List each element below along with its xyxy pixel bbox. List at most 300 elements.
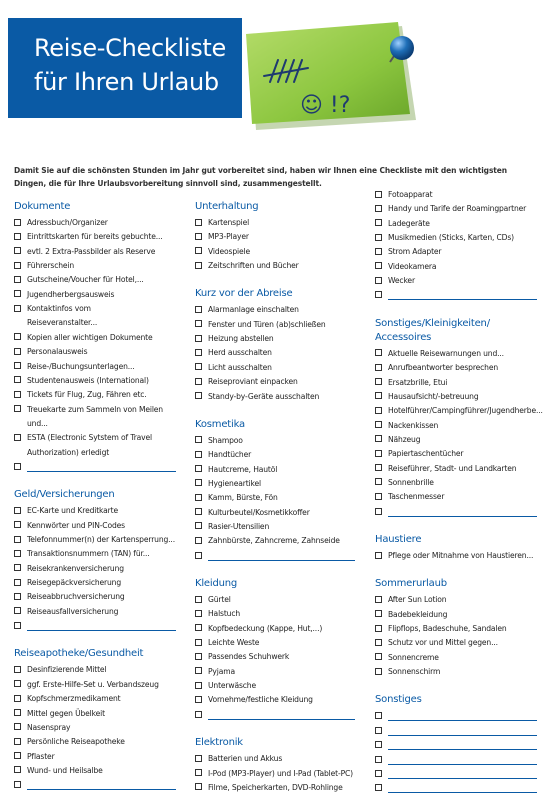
checklist-item[interactable] <box>14 605 118 619</box>
blank-checklist-line[interactable] <box>375 753 537 767</box>
checkbox[interactable] <box>14 607 21 614</box>
checklist-item[interactable] <box>14 562 124 576</box>
checkbox[interactable] <box>14 666 21 673</box>
checklist-item-label: Kopfschmerzmedikament <box>27 694 121 704</box>
write-in-line[interactable] <box>388 299 537 300</box>
write-in-line[interactable] <box>388 720 537 721</box>
checklist-item-label: Fotoapparat <box>388 190 433 199</box>
checklist-item[interactable] <box>375 202 526 216</box>
section-title-line-2: Accessoires <box>375 331 432 343</box>
checkbox[interactable] <box>14 247 21 254</box>
checkbox[interactable] <box>195 465 202 472</box>
checklist-item-label: Führerschein <box>27 261 75 271</box>
pin-icon <box>390 36 414 60</box>
checkbox[interactable] <box>14 738 21 745</box>
checkbox[interactable] <box>375 639 382 646</box>
checklist-item-label: Sonnenschirm <box>388 667 441 677</box>
checkbox[interactable] <box>195 219 202 226</box>
checkbox[interactable] <box>14 579 21 586</box>
checkbox[interactable] <box>375 191 382 198</box>
checklist-item-label: Reiseabbruchversicherung <box>27 592 125 602</box>
checklist-item-label: Badebekleidung <box>388 609 448 619</box>
checkbox[interactable] <box>195 363 202 370</box>
checkbox[interactable] <box>195 508 202 515</box>
checklist-item[interactable] <box>375 274 415 288</box>
checkbox[interactable] <box>375 291 382 298</box>
checkbox[interactable] <box>195 320 202 327</box>
checklist-item[interactable] <box>14 345 87 359</box>
checklist-item[interactable] <box>375 217 430 231</box>
checkbox[interactable] <box>375 234 382 241</box>
checkbox[interactable] <box>195 769 202 776</box>
checklist-item-label: Zahnbürste, Zahncreme, Zahnseide <box>208 536 340 546</box>
checklist-item-label: Nähzeug <box>388 434 421 444</box>
checklist-item[interactable] <box>14 519 125 533</box>
section-title: Sommerurlaub <box>375 578 447 590</box>
note-scribble: ☺ !? <box>300 93 351 118</box>
write-in-line[interactable] <box>388 749 537 750</box>
checklist-item[interactable] <box>14 533 175 547</box>
checklist-item-label: Adressbuch/Organizer <box>27 218 108 227</box>
checklist-item[interactable] <box>195 781 343 795</box>
checklist-item[interactable] <box>14 403 163 417</box>
checklist-item[interactable] <box>195 491 278 505</box>
checklist-item[interactable] <box>14 707 105 721</box>
checkbox[interactable] <box>375 262 382 269</box>
checklist-item-label: Kulturbeutel/Kosmetikkoffer <box>208 507 310 517</box>
checklist-item-label: Anrufbeantworter besprechen <box>388 363 499 373</box>
checklist-item[interactable] <box>195 593 231 607</box>
checkbox[interactable] <box>195 436 202 443</box>
blank-checklist-line[interactable] <box>375 288 537 302</box>
checkbox[interactable] <box>195 522 202 529</box>
checkbox[interactable] <box>195 392 202 399</box>
checklist-item[interactable] <box>375 665 440 679</box>
checkbox[interactable] <box>195 783 202 790</box>
checklist-item[interactable] <box>375 245 441 259</box>
checklist-item[interactable] <box>375 260 436 274</box>
checkbox[interactable] <box>14 507 21 514</box>
blank-checklist-line[interactable] <box>195 549 355 563</box>
checkbox[interactable] <box>14 262 21 269</box>
checkbox[interactable] <box>375 364 382 371</box>
checklist-item-label: Vornehme/festliche Kleidung <box>208 695 313 705</box>
checklist-item[interactable] <box>14 273 144 287</box>
blank-checklist-line[interactable] <box>375 738 537 752</box>
checklist-item[interactable] <box>14 388 147 402</box>
checklist-item-label: Reiseausfallversicherung <box>27 606 119 616</box>
checklist-item[interactable] <box>195 622 322 636</box>
checklist-item[interactable] <box>375 390 479 404</box>
checklist-item[interactable] <box>14 663 106 677</box>
blank-checklist-line[interactable] <box>375 781 537 795</box>
checkbox[interactable] <box>195 667 202 674</box>
checklist-item-label: Videokamera <box>388 261 437 271</box>
checkbox[interactable] <box>195 639 202 646</box>
checklist-item-label: Reise-/Buchungsunterlagen... <box>27 361 135 371</box>
checklist-item-continuation: Reiseveranstalter... <box>27 318 98 328</box>
write-in-line[interactable] <box>27 789 176 790</box>
checkbox[interactable] <box>375 277 382 284</box>
checklist-item-label: Halstuch <box>208 609 241 619</box>
checklist-item[interactable] <box>14 590 125 604</box>
checklist-item[interactable] <box>195 534 340 548</box>
checkbox[interactable] <box>375 205 382 212</box>
checklist-item-label: Gutscheine/Voucher für Hotel,... <box>27 275 144 285</box>
checklist-item-label: Sonnencreme <box>388 652 439 662</box>
checklist-item-label: Mittel gegen Übelkeit <box>27 708 105 718</box>
checklist-item-label: Papiertaschentücher <box>388 449 464 459</box>
checklist-item[interactable] <box>375 376 447 390</box>
checkbox[interactable] <box>14 752 21 759</box>
checklist-item[interactable] <box>195 679 256 693</box>
checklist-item-label: Desinfizierende Mittel <box>27 665 107 675</box>
checklist-item[interactable] <box>195 463 277 477</box>
title-banner <box>8 18 242 118</box>
checklist-item-label: Treuekarte zum Sammeln von Meilen <box>27 404 163 414</box>
checkbox[interactable] <box>195 494 202 501</box>
checklist-item[interactable] <box>195 245 250 259</box>
checklist-item-label: Schutz vor und Mittel gegen... <box>388 638 498 648</box>
checkbox[interactable] <box>14 521 21 528</box>
checkbox[interactable] <box>375 653 382 660</box>
checkbox[interactable] <box>375 407 382 414</box>
blank-checklist-line[interactable] <box>14 619 176 633</box>
checklist-item[interactable] <box>195 390 319 404</box>
checkbox[interactable] <box>375 741 382 748</box>
checklist-item-label: Videospiele <box>208 246 250 256</box>
checklist-item-label: Eintrittskarten für bereits gebuchte... <box>27 232 163 242</box>
checkbox[interactable] <box>14 233 21 240</box>
checklist-item-label: Handy und Tarife der Roamingpartner <box>388 204 527 214</box>
checkbox[interactable] <box>375 478 382 485</box>
checklist-item-label: evtl. 2 Extra-Passbilder als Reserve <box>27 246 156 256</box>
checklist-item-label: Ladegeräte <box>388 218 430 228</box>
checklist-item[interactable] <box>375 593 446 607</box>
checklist-item[interactable] <box>14 245 155 259</box>
write-in-line[interactable] <box>388 792 537 793</box>
checklist-item[interactable] <box>375 462 516 476</box>
write-in-line[interactable] <box>388 735 537 736</box>
checklist-item[interactable] <box>375 476 434 490</box>
checklist-item[interactable] <box>14 504 118 518</box>
checklist-item-label: Kamm, Bürste, Fön <box>208 493 278 503</box>
checklist-item-label: Handtücher <box>208 450 252 460</box>
checklist-item[interactable] <box>14 692 121 706</box>
checkbox[interactable] <box>195 335 202 342</box>
section-title: Geld/Versicherungen <box>14 489 115 501</box>
checklist-item-label: Passendes Schuhwerk <box>208 652 290 662</box>
checkbox[interactable] <box>195 624 202 631</box>
checkbox[interactable] <box>14 723 21 730</box>
checklist-item[interactable] <box>14 576 121 590</box>
checklist-item[interactable] <box>375 622 507 636</box>
checklist-item-label: Nasenspray <box>27 722 71 732</box>
checkbox[interactable] <box>195 537 202 544</box>
write-in-line[interactable] <box>27 471 176 472</box>
checklist-item-label: Wund- und Heilsalbe <box>27 765 103 775</box>
write-in-line[interactable] <box>388 516 537 517</box>
section-title: Dokumente <box>14 201 71 212</box>
checklist-item[interactable] <box>195 448 251 462</box>
checklist-item[interactable] <box>14 216 108 230</box>
checklist-item[interactable] <box>375 231 514 245</box>
checkbox[interactable] <box>195 755 202 762</box>
checkbox[interactable] <box>375 248 382 255</box>
checkbox[interactable] <box>375 610 382 617</box>
checklist-item[interactable] <box>375 347 504 361</box>
checkbox[interactable] <box>195 596 202 603</box>
checkbox[interactable] <box>14 622 21 629</box>
checklist-item[interactable] <box>14 360 135 374</box>
checklist-item[interactable] <box>375 636 498 650</box>
checkbox[interactable] <box>375 435 382 442</box>
checkbox[interactable] <box>14 463 21 470</box>
section-title: Elektronik <box>195 737 243 749</box>
checkbox[interactable] <box>375 668 382 675</box>
checkbox[interactable] <box>14 434 21 441</box>
blank-checklist-line[interactable] <box>14 778 176 792</box>
checklist-item[interactable] <box>14 374 149 388</box>
checkbox[interactable] <box>375 450 382 457</box>
checklist-item-label: After Sun Lotion <box>388 595 447 605</box>
checklist-item-label: Persönliche Reiseapotheke <box>27 737 125 747</box>
checkbox[interactable] <box>14 348 21 355</box>
checkbox[interactable] <box>14 290 21 297</box>
checklist-item-label: Herd ausschalten <box>208 348 272 358</box>
checklist-item-label: Reiseführer, Stadt- und Landkarten <box>388 463 517 473</box>
checkbox[interactable] <box>375 378 382 385</box>
checklist-item-label: I-Pod (MP3-Player) und I-Pad (Tablet-PC) <box>208 768 353 778</box>
checkbox[interactable] <box>375 727 382 734</box>
checklist-item[interactable] <box>14 678 159 692</box>
checklist-item[interactable] <box>195 693 313 707</box>
checkbox[interactable] <box>375 349 382 356</box>
checklist-item-label: Kontaktinfos vom <box>27 304 91 314</box>
checklist-item-label: Wecker <box>388 276 415 286</box>
checklist-item-label: Nackenkissen <box>388 420 439 430</box>
checkbox[interactable] <box>195 653 202 660</box>
checkbox[interactable] <box>14 593 21 600</box>
checkbox[interactable] <box>195 306 202 313</box>
checklist-item[interactable] <box>14 288 114 302</box>
checklist-item-label: Alarmanlage einschalten <box>208 305 299 315</box>
checkbox[interactable] <box>14 376 21 383</box>
checklist-item-label: Heizung abstellen <box>208 334 274 344</box>
sticky-note-graphic <box>232 22 422 132</box>
checkbox[interactable] <box>195 451 202 458</box>
title-line-1: Reise-Checkliste <box>34 34 227 62</box>
checkbox[interactable] <box>375 508 382 515</box>
checklist-item[interactable] <box>195 650 289 664</box>
checkbox[interactable] <box>195 233 202 240</box>
section-title: Kurz vor der Abreise <box>195 288 293 300</box>
checklist-item-label: Hygieneartikel <box>208 478 261 488</box>
checklist-item[interactable] <box>375 447 463 461</box>
checkbox[interactable] <box>195 378 202 385</box>
checklist-item-label: Fenster und Türen (ab)schließen <box>208 319 326 329</box>
checklist-item-label: Pflaster <box>27 751 55 761</box>
checklist-item[interactable] <box>195 346 272 360</box>
checklist-item-label: Hausaufsicht/-betreuung <box>388 391 479 401</box>
checklist-item-label: Kennwörter und PIN-Codes <box>27 520 125 530</box>
checklist-item[interactable] <box>195 361 272 375</box>
checkbox[interactable] <box>375 784 382 791</box>
intro-text: Damit Sie auf die schönsten Stunden im Jahr gut vorbereitet sind, haben wir Ihnen eine Checkliste mit den wichtigsten Dingen, die für Ihre Urlaubsvorbereitung sinnvoll sind, zusammengestellt. <box>14 166 508 188</box>
checkbox[interactable] <box>195 696 202 703</box>
checkbox[interactable] <box>14 766 21 773</box>
checkbox[interactable] <box>195 247 202 254</box>
checklist-item[interactable] <box>195 506 310 520</box>
write-in-line[interactable] <box>27 630 176 631</box>
section-title: Kleidung <box>195 578 238 589</box>
checklist-item-label: Personalausweis <box>27 347 88 357</box>
checkbox[interactable] <box>14 709 21 716</box>
checklist-item-label: Ersatzbrille, Etui <box>388 377 448 387</box>
checklist-item[interactable] <box>14 547 150 561</box>
checklist-item-label: Telefonnummer(n) der Kartensperrung... <box>27 535 175 544</box>
checklist-item-label: Leichte Weste <box>208 638 260 648</box>
checklist-item[interactable] <box>195 216 249 230</box>
checkbox[interactable] <box>195 552 202 559</box>
blank-checklist-line[interactable] <box>375 724 537 738</box>
checkbox[interactable] <box>195 610 202 617</box>
checkbox[interactable] <box>375 625 382 632</box>
checklist-item[interactable] <box>195 434 243 448</box>
checklist-item[interactable] <box>195 520 269 534</box>
checklist-item-label: ggf. Erste-Hilfe-Set u. Verbandszeug <box>27 679 159 689</box>
section-title: Unterhaltung <box>195 201 259 212</box>
checklist-item[interactable] <box>195 332 274 346</box>
checklist-item-label: Sonnenbrille <box>388 477 434 487</box>
write-in-line[interactable] <box>388 764 537 765</box>
write-in-line[interactable] <box>388 778 537 779</box>
checklist-item-label: Batterien und Akkus <box>208 754 283 764</box>
checkbox[interactable] <box>14 680 21 687</box>
checklist-item[interactable] <box>195 303 299 317</box>
checkbox[interactable] <box>375 596 382 603</box>
blank-checklist-line[interactable] <box>195 708 355 722</box>
checkbox[interactable] <box>195 349 202 356</box>
checklist-item-label: Unterwäsche <box>208 681 256 691</box>
checkbox[interactable] <box>375 770 382 777</box>
checklist-item-label: Reiseproviant einpacken <box>208 377 298 387</box>
checkbox[interactable] <box>375 552 382 559</box>
checklist-item-label: Hautcreme, Hautöl <box>208 464 278 474</box>
checklist-item[interactable] <box>14 302 91 316</box>
checklist-item-label: Reisekrankenversicherung <box>27 563 124 573</box>
checkbox[interactable] <box>195 682 202 689</box>
checklist-item[interactable] <box>14 764 103 778</box>
checklist-item[interactable] <box>195 665 235 679</box>
checkbox[interactable] <box>14 276 21 283</box>
section-title: Reiseapotheke/Gesundheit <box>14 648 144 660</box>
checkbox[interactable] <box>14 550 21 557</box>
checklist-item[interactable] <box>195 767 353 781</box>
checklist-item-label: Filme, Speicherkarten, DVD-Rohlinge <box>208 782 343 792</box>
checklist-item-label: Taschenmesser <box>388 492 445 502</box>
checklist-item-label: Kopfbedeckung (Kappe, Hut,...) <box>208 623 323 633</box>
checklist-item-label: Hotelführer/Campingführer/Jugendherbe... <box>388 406 543 416</box>
checklist-item[interactable] <box>195 752 282 766</box>
checkbox[interactable] <box>14 405 21 412</box>
checklist-item[interactable] <box>14 259 74 273</box>
checkbox[interactable] <box>14 219 21 226</box>
checklist-item[interactable] <box>14 431 152 445</box>
checklist-item[interactable] <box>195 607 240 621</box>
checkbox[interactable] <box>14 564 21 571</box>
checklist-item[interactable] <box>375 608 447 622</box>
blank-checklist-line[interactable] <box>14 460 176 474</box>
checklist-item[interactable] <box>14 735 125 749</box>
checklist-item[interactable] <box>14 331 152 345</box>
checklist-item-label: Gürtel <box>208 595 231 604</box>
checklist-item[interactable] <box>14 230 163 244</box>
write-in-line[interactable] <box>208 560 355 561</box>
checklist-item-label: Studentenausweis (International) <box>27 375 149 385</box>
checklist-item[interactable] <box>375 188 432 202</box>
checklist-item[interactable] <box>375 433 420 447</box>
checklist-item[interactable] <box>195 318 326 332</box>
blank-checklist-line[interactable] <box>375 505 537 519</box>
checklist-item[interactable] <box>375 549 533 563</box>
checkbox[interactable] <box>14 333 21 340</box>
checkbox[interactable] <box>375 421 382 428</box>
checklist-item[interactable] <box>375 404 543 418</box>
write-in-line[interactable] <box>208 719 355 720</box>
checkbox[interactable] <box>14 305 21 312</box>
checklist-item[interactable] <box>375 361 498 375</box>
checkbox[interactable] <box>375 712 382 719</box>
title-line-2: für Ihren Urlaub <box>34 68 219 96</box>
checklist-item[interactable] <box>375 651 439 665</box>
checklist-item[interactable] <box>375 419 438 433</box>
checklist-item-label: Rasier-Utensilien <box>208 521 270 531</box>
section-title: Haustiere <box>375 534 422 545</box>
checklist-item-label: Transaktionsnummern (TAN) für... <box>27 549 150 559</box>
checkbox[interactable] <box>195 262 202 269</box>
checklist-item[interactable] <box>195 259 299 273</box>
checklist-item[interactable] <box>195 230 249 244</box>
checkbox[interactable] <box>14 391 21 398</box>
checkbox[interactable] <box>375 392 382 399</box>
checkbox[interactable] <box>375 493 382 500</box>
section-title: Kosmetika <box>195 418 245 430</box>
checkbox[interactable] <box>14 362 21 369</box>
checklist-item-label: Zeitschriften und Bücher <box>208 261 299 271</box>
checkbox[interactable] <box>14 781 21 788</box>
checklist-item-label: EC-Karte und Kreditkarte <box>27 506 118 516</box>
checkbox[interactable] <box>375 756 382 763</box>
checklist-item[interactable] <box>195 636 259 650</box>
checklist-item[interactable] <box>14 721 70 735</box>
checklist-item[interactable] <box>195 477 261 491</box>
checklist-item-label: Kopien aller wichtigen Dokumente <box>27 332 153 342</box>
checklist-item[interactable] <box>195 375 298 389</box>
checkbox[interactable] <box>14 695 21 702</box>
sticky-note-illustration <box>232 22 422 132</box>
checklist-item[interactable] <box>14 750 55 764</box>
checkbox[interactable] <box>375 219 382 226</box>
blank-checklist-line[interactable] <box>375 767 537 781</box>
checklist-item-label: Licht ausschalten <box>208 362 272 372</box>
checkbox[interactable] <box>195 711 202 718</box>
blank-checklist-line[interactable] <box>375 709 537 723</box>
checkbox[interactable] <box>14 536 21 543</box>
checkbox[interactable] <box>375 464 382 471</box>
checkbox[interactable] <box>195 479 202 486</box>
checklist-item[interactable] <box>375 490 444 504</box>
